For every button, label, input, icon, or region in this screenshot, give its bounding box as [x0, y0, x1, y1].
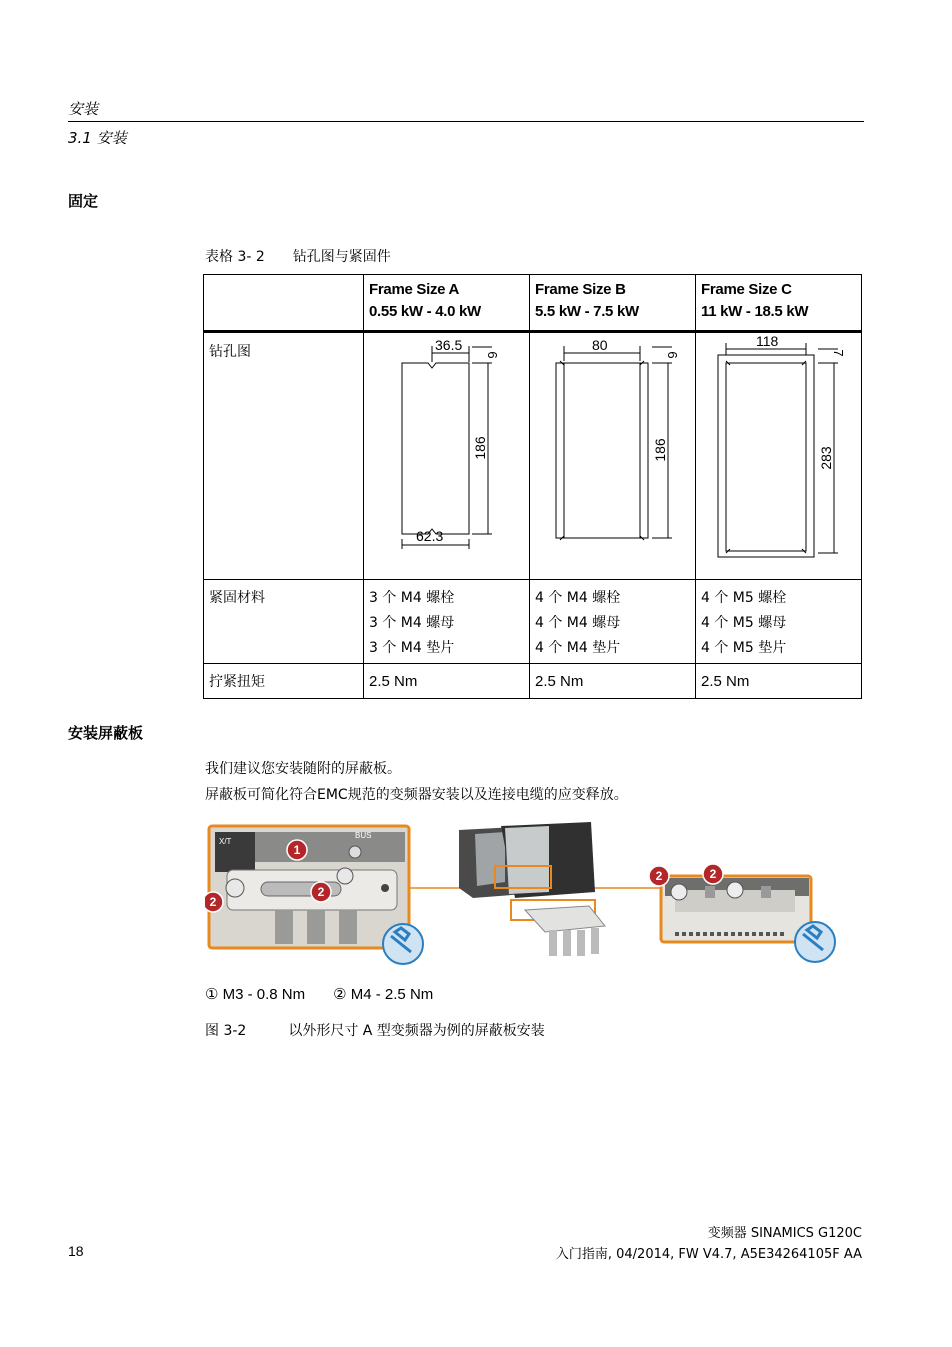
fasteners-c: [696, 580, 862, 664]
torque-row-label: 拧紧扭矩: [204, 664, 364, 699]
dim-offset-b: 6: [665, 351, 680, 359]
table-caption-label: 表格 3- 2: [205, 249, 265, 265]
callout-1: [287, 840, 307, 860]
callout-2-label: 2: [709, 867, 717, 881]
inverter-device: [459, 822, 605, 956]
shield-plate-illustration: [205, 822, 845, 972]
frame-b-power: 5.5 kW - 7.5 kW: [535, 303, 639, 320]
running-header-section: 安装: [68, 100, 99, 118]
frame-c-label: Frame Size C: [701, 281, 792, 298]
drilling-drawing-c: [696, 332, 862, 580]
torque-tool-icon: [383, 924, 423, 964]
panel-label-xt: X/T: [219, 837, 232, 846]
drilling-drawing-b: [530, 332, 696, 580]
panel-label-bus: BUS: [355, 831, 372, 840]
dim-height-c: 283: [818, 446, 834, 470]
fasteners-b: [530, 580, 696, 664]
drilling-pattern-b: [530, 333, 695, 563]
figure-caption: [205, 1020, 545, 1040]
fasteners-row-label: 紧固材料: [204, 580, 364, 664]
dim-height-b: 186: [652, 438, 668, 462]
dim-width-a: 36.5: [435, 337, 463, 353]
page-number: 18: [68, 1243, 84, 1259]
drilling-pattern-c: [696, 333, 861, 563]
frame-b-label: Frame Size B: [535, 281, 626, 298]
header-frame-c: [696, 275, 862, 332]
fastener-item: 4 个 M5 螺栓: [701, 590, 787, 606]
zoom-panel-right: [649, 864, 835, 962]
torque-row: [204, 664, 862, 699]
footer-document: 入门指南, 04/2014, FW V4.7, A5E34264105F AA: [555, 1247, 862, 1262]
section-heading-shield: 安装屏蔽板: [68, 724, 144, 742]
legend-item-1: ① M3 - 0.8 Nm: [205, 986, 306, 1003]
callout-2: [205, 892, 223, 912]
callout-2-label: 2: [317, 885, 325, 899]
torque-b: 2.5 Nm: [530, 664, 696, 699]
header-empty-cell: [204, 275, 364, 332]
table-header-row: [204, 275, 862, 332]
fastener-item: 4 个 M4 垫片: [535, 640, 621, 656]
figure-legend: [205, 985, 433, 1003]
dim-width-b: 80: [592, 337, 608, 353]
fastener-item: 3 个 M4 螺栓: [369, 590, 455, 606]
fastener-item: 4 个 M4 螺母: [535, 615, 621, 631]
fastener-item: 4 个 M5 螺母: [701, 615, 787, 631]
torque-a: 2.5 Nm: [364, 664, 530, 699]
figure-caption-label: 图 3-2: [205, 1023, 247, 1039]
header-rule: [68, 121, 864, 122]
header-frame-a: [364, 275, 530, 332]
running-header-subsection: 3.1 安装: [68, 129, 127, 147]
dim-height-a: 186: [472, 436, 488, 460]
fastener-item: 4 个 M4 螺栓: [535, 590, 621, 606]
fastener-item: 4 个 M5 垫片: [701, 640, 787, 656]
dim-bottom-a: 62.3: [416, 528, 444, 544]
fasteners-a: [364, 580, 530, 664]
fasteners-row: [204, 580, 862, 664]
frame-a-power: 0.55 kW - 4.0 kW: [369, 303, 481, 320]
fastener-item: 3 个 M4 垫片: [369, 640, 455, 656]
fastener-item: 3 个 M4 螺母: [369, 615, 455, 631]
callout-2: [311, 882, 331, 902]
dim-offset-a: 6: [485, 351, 500, 359]
callout-1-label: 1: [293, 843, 301, 857]
footer-product: 变频器 SINAMICS G120C: [707, 1226, 862, 1241]
frame-a-label: Frame Size A: [369, 281, 460, 298]
torque-tool-icon: [795, 922, 835, 962]
dim-width-c: 118: [756, 333, 779, 349]
callout-2-label: 2: [209, 895, 217, 909]
callout-2: [649, 866, 669, 886]
shield-paragraph-1: 我们建议您安装随附的屏蔽板。: [205, 761, 401, 777]
drilling-row: [204, 332, 862, 580]
section-heading-fixing: 固定: [68, 192, 99, 210]
legend-item-2: ② M4 - 2.5 Nm: [333, 986, 434, 1003]
torque-c: 2.5 Nm: [696, 664, 862, 699]
drilling-drawing-a: [364, 332, 530, 580]
callout-2-label: 2: [655, 869, 663, 883]
zoom-panel-left: [205, 826, 423, 964]
figure-caption-title: 以外形尺寸 A 型变频器为例的屏蔽板安装: [288, 1023, 545, 1039]
shield-paragraph-2: 屏蔽板可简化符合EMC规范的变频器安装以及连接电缆的应变释放。: [205, 787, 628, 803]
callout-2: [703, 864, 723, 884]
drilling-fastener-table: [203, 274, 862, 699]
table-caption: [205, 246, 391, 266]
drilling-row-label: 钻孔图: [204, 332, 364, 580]
drilling-pattern-a: [364, 333, 529, 563]
table-caption-title: 钻孔图与紧固件: [292, 249, 391, 265]
header-frame-b: [530, 275, 696, 332]
dim-offset-c: 7: [831, 349, 846, 357]
frame-c-power: 11 kW - 18.5 kW: [701, 303, 809, 320]
